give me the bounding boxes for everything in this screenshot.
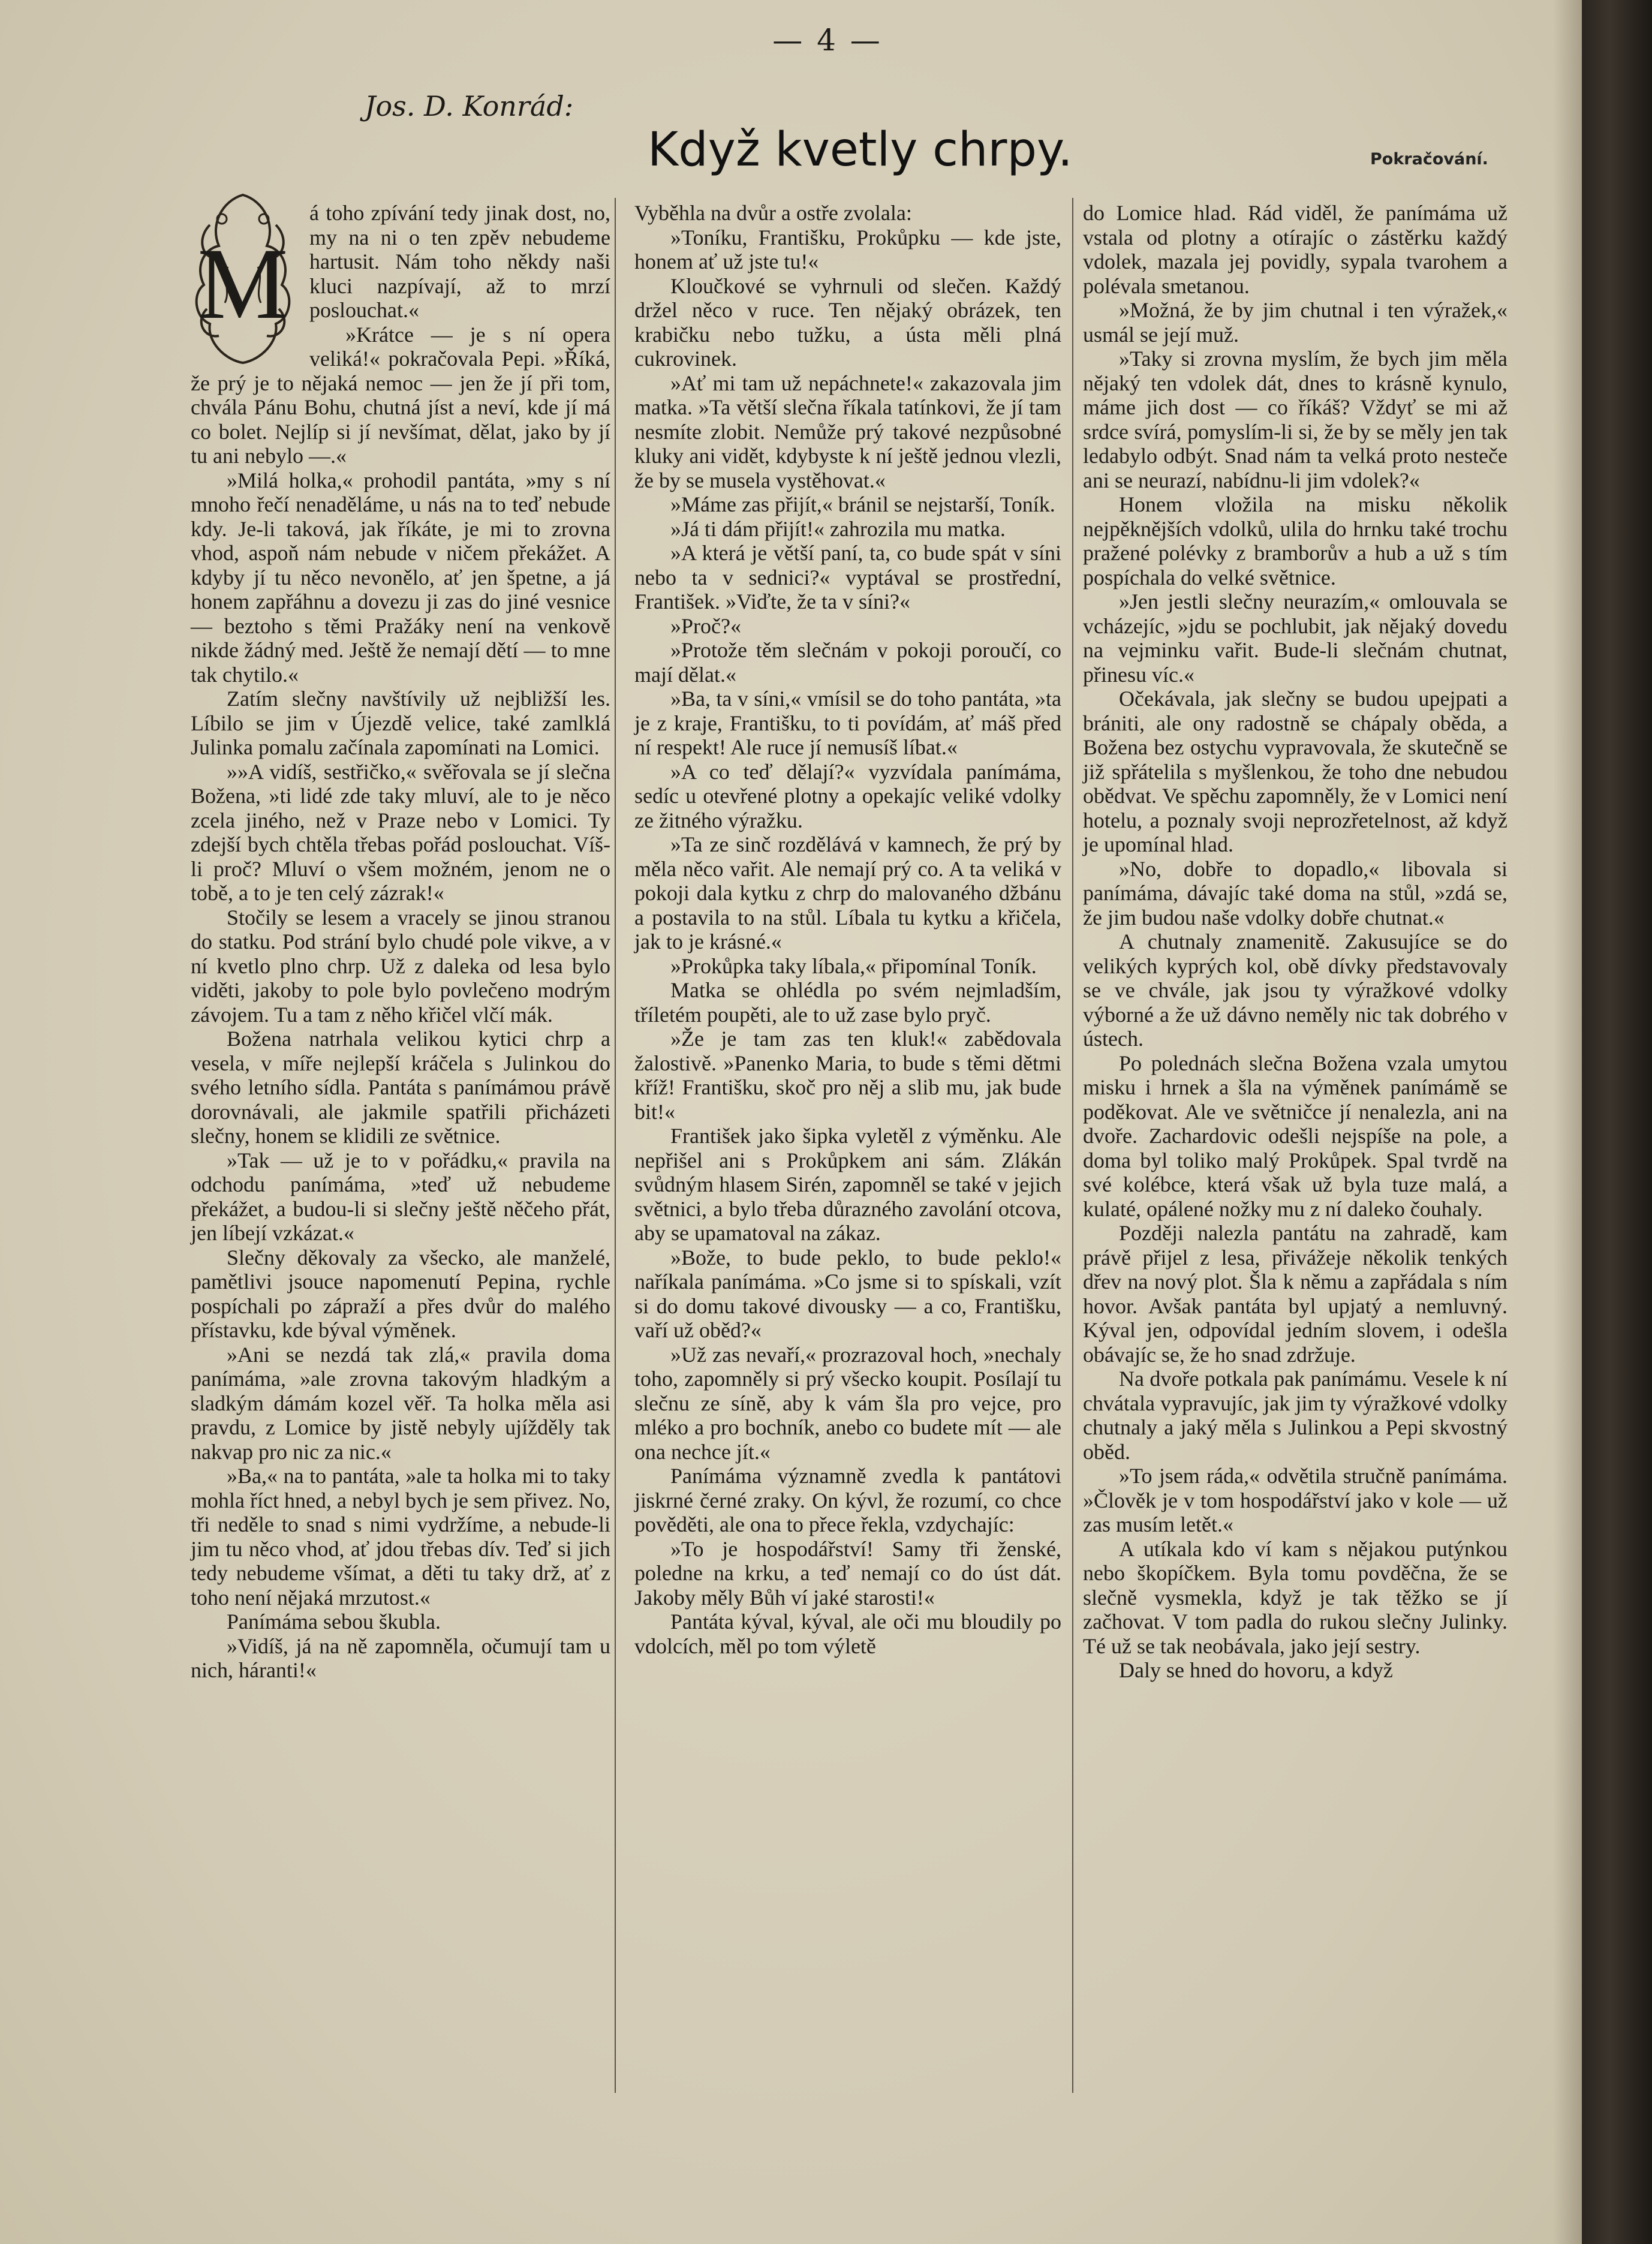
paragraph: »Protože těm slečnám v pokoji poroučí, co mají dělat.« [634,638,1061,687]
paragraph: á toho zpívání tedy jinak dost, no, my na ni o ten zpěv nebudeme hartusit. Nám toho někdy naši kluci nazpívají, až to mrzí poslouchat.« [309,201,610,322]
paragraph: »Vidíš, já na ně zapomněla, očumují tam u nich, háranti!« [191,1634,610,1682]
paragraph: Matka se ohlédla po svém nejmladším, tříletém poupěti, ale to už zase bylo pryč. [634,978,1061,1027]
paragraph: »Prokůpka taky líbala,« připomínal Toník. [670,953,1037,978]
page-number: — 4 — [772,23,883,58]
paragraph: »To je hospodářství! Samy tři ženské, poledne na krku, a teď nemají co do úst dát. Jakoby měly Bůh ví jaké starosti!« [634,1536,1061,1610]
paragraph: »Jen jestli slečny neurazím,« omlouvala se vcházejíc, »jdu se pochlubit, jak nějaký dovedu na vejminku vařit. Bude-li slečnám chutnat, přinesu víc.« [1083,589,1507,687]
continued-label: Pokračování. [1370,150,1488,169]
paragraph: »Už zas nevaří,« prozrazoval hoch, »nechaly toho, zapomněly si prý všecko koupit. Posílají tu slečnu ze síně, aby k vám šla pro vejce, pro mléko a pro bochník, anebo co budete mít — ale ona nechce jít.« [634,1342,1061,1464]
paragraph: A utíkala kdo ví kam s nějakou putýnkou nebo škopíčkem. Byla tomu povděčna, že se slečně vysmekla, když je tak těžko se jí začhovat. V tom padla do rukou slečny Julinky. Té už se tak neobávala, jako její sestry. [1083,1536,1507,1658]
paragraph: »A co teď dělají?« vyzvídala panímáma, sedíc u otevřené plotny a opekajíc veliké vdolky ze žitného výražku. [634,759,1061,832]
paragraph: »»A vidíš, sestřičko,« svěřovala se jí slečna Božena, »ti lidé zde taky mluví, ale to je něco zcela jiného, než v Praze nebo v Lomici. Ty zdejší bych chtěla třebas pořád poslouchat. Víš-li proč? Mluví o všem možném, jenom ne o tobě, a to je ten celý zázrak!« [191,759,610,905]
paragraph: »Ba,« na to pantáta, »ale ta holka mi to taky mohla říct hned, a nebyl bych je sem přivez. No, tři neděle to snad s nimi vydržíme, a nebude-li jim tu něco vhod, ať jdou třebas dív. Teď si jich tedy nebudeme všímat, a děti tu taky drž, ať z toho není nějaká mrzutost.« [191,1464,610,1610]
text-column-3 [1083,201,1507,1683]
column-divider [1072,198,1073,2093]
column-1-body [191,201,610,1683]
paragraph: »To jsem ráda,« odvětila stručně panímáma. »Člověk je v tom hospodářství jako v kole — už zas musím letět.« [1083,1464,1507,1536]
paragraph: Vyběhla na dvůr a ostře zvolala: [634,201,912,225]
dropcap-letter: M [197,227,288,340]
binding-strip [1582,0,1652,2244]
story-title: Když kvetly chrpy. [648,123,1073,177]
page-fold-shadow [1553,0,1582,2244]
paragraph: Kloučkové se vyhrnuli od slečen. Každý držel něco v ruce. Ten nějaký obrázek, ten krabičku nebo tužku, a ústa měli plná cukrovinek. [634,273,1061,371]
paragraph: Na dvoře potkala pak panímámu. Vesele k ní chvátala vypravujíc, jak jim ty výražkové vdolky chutnaly a jaký měla s Julinkou a Pepi skvostný oběd. [1083,1367,1507,1464]
ornamental-dropcap-graphic [186,189,300,369]
paragraph: »Ba, ta v síni,« vmísil se do toho pantáta, »ta je z kraje, Františku, to ti povídám, ať máš před ní respekt! Ale ruce jí nemusíš líbat.« [634,687,1061,759]
ornamental-dropcap [186,189,300,369]
column-divider [615,198,616,2093]
paragraph: Zatím slečny navštívily už nejbližší les. Líbilo se jim v Újezdě velice, také zamlklá Julinka pomalu začínala zapomínati na Lomici. [191,687,610,759]
paragraph: »Ta ze sinč rozdělává v kamnech, že prý by měla něco vařit. Ale nemají prý co. A ta veliká v pokoji dala kytku z chrp do malovaného džbánu a postavila to na stůl. Líbala tu kytku a křičela, jak to je krásné.« [634,832,1061,953]
paragraph: »Já ti dám přijít!« zahrozila mu matka. [670,516,1006,541]
author-byline: Jos. D. Konrád: [365,90,574,122]
paragraph: »Ani se nezdá tak zlá,« pravila doma panímáma, »ale zrovna takovým hladkým a sladkým dámám kozel věř. Ta holka měla asi pravdu, z Lomice by jistě nebyly ujížděly tak nakvap pro nic za nic.« [191,1342,610,1464]
paragraph: Panímáma významně zvedla k pantátovi jiskrné černé zraky. On kývl, že rozumí, co chce pověděti, ale ona to přece řekla, vzdychajíc: [634,1464,1061,1536]
paragraph: »Máme zas přijít,« bránil se nejstarší, Toník. [670,492,1055,516]
column-2-body [634,201,1061,1658]
paragraph: Pantáta kýval, kýval, ale oči mu bloudily po vdolcích, měl po tom výletě [634,1610,1061,1658]
paragraph: »Krátce — je s ní opera veliká!« pokračovala Pepi. »Říká, že prý je to nějaká nemoc — jen že jí při tom, chvála Pánu Bohu, chutná jíst a neví, kde jí má co bolet. Nejlíp si jí nevšímat, dělat, jako by jí tu ani nebylo —.« [191,322,610,468]
paragraph: Božena natrhala velikou kytici chrp a vesela, v míře nejlepší kráčela s Julinkou do svého letního sídla. Pantáta s panímámou právě dorovnávali, ale jakmile spatřili přicházeti slečny, honem se klidili ze světnice. [191,1027,610,1148]
paragraph: »Bože, to bude peklo, to bude peklo!« naříkala panímáma. »Co jsme si to spískali, vzít si do domu takové divousky — a co, Františku, vaří už oběd?« [634,1245,1061,1342]
paragraph: »Milá holka,« prohodil pantáta, »my s ní mnoho řečí nenaděláme, u nás na to teď nebude kdy. Je-li taková, jak říkáte, je mi to zrovna vhod, aspoň nám nebude v ničem překážet. A kdyby jí tu něco nevonělo, ať jen špetne, a já honem zapřáhnu a dovezu ji zas do jiné vesnice — beztoho s těmi Pražáky není na venkově nikde žádný med. Ještě že nemají dětí — to mne tak chytilo.« [191,468,610,687]
paragraph: Očekávala, jak slečny se budou upejpati a brániti, ale ony radostně se chápaly oběda, a Božena bez ostychu vypravovala, že skutečně se již spřátelila s myšlenkou, že toho dne nebudou obědvat. Ve spěchu zapomněly, že v Lomici není hotelu, a poznaly svoji neprozřetelnost, až když je upomínal hlad. [1083,687,1507,856]
paragraph: »A která je větší paní, ta, co bude spát v síni nebo ta v sednici?« vyptával se prostřední, František. »Viďte, že ta v síni?« [634,541,1061,613]
column-3-body [1083,201,1507,1683]
paragraph: »Proč?« [670,613,741,638]
paragraph: do Lomice hlad. Rád viděl, že panímáma už vstala od plotny a otírajíc o zástěrku každý vdolek, mazala jej povidly, sypala tvarohem a polévala smetanou. [1083,201,1507,298]
text-column-2 [634,201,1061,1658]
paragraph: Daly se hned do hovoru, a když [1119,1658,1393,1682]
paragraph: František jako šipka vyletěl z výměnku. Ale nepřišel ani s Prokůpkem ani sám. Zlákán svůdným hlasem Sirén, zapomněl se také v jejich světnici, a bylo třeba důrazného zavolání otcova, aby se upamatoval na zákaz. [634,1124,1061,1245]
paragraph: Stočily se lesem a vracely se jinou stranou do statku. Pod strání bylo chudé pole vikve, a v ní kvetlo plno chrp. Už z daleka od lesa bylo viděti, jakoby to pole bylo povlečeno modrým závojem. Tu a tam z něho křičel vlčí mák. [191,905,610,1027]
paragraph: Po polednách slečna Božena vzala umytou misku i hrnek a šla na výměnek panímámě se poděkovat. Ale ve světničce jí nenalezla, ani na dvoře. Zachardovic odešli nejspíše na pole, a doma byl toliko malý Prokůpek. Spal tvrdě na své kolébce, která však už byla tuze malá, a kulaté, opálené nožky mu z ní daleko čouhaly. [1083,1051,1507,1221]
paragraph: Slečny děkovaly za všecko, ale manželé, pamětlivi jsouce napomenutí Pepina, rychle pospíchali po zápraží a přes dvůr do malého přístavku, kde býval výměnek. [191,1245,610,1342]
paragraph: »Taky si zrovna myslím, že bych jim měla nějaký ten vdolek dát, dnes to krásně kynulo, máme jich dost — co říkáš? Vždyť se mi až srdce svírá, pomyslím-li si, že by se měly jen tak ledabylo odbýt. Snad nám ta velká proto nesteče ani se neurazí, nabídnu-li jim vdolek?« [1083,347,1507,492]
paragraph: »Možná, že by jim chutnal i ten výražek,« usmál se její muž. [1083,298,1507,347]
paragraph: »Že je tam zas ten kluk!« zabědovala žalostivě. »Panenko Maria, to bude s těmi dětmi kříž! Františku, skoč pro něj a slib mu, jak bude bit!« [634,1027,1061,1124]
paragraph: »Toníku, Františku, Prokůpku — kde jste, honem ať už jste tu!« [634,225,1061,273]
paragraph: »Ať mi tam už nepáchnete!« zakazovala jim matka. »Ta větší slečna říkala tatínkovi, že jí tam nesmíte zlobit. Nemůže prý takové nezpůsobné kluky ani vidět, kdybyste k ní ještě jednou vlezli, že by se musela vystěhovat.« [634,371,1061,492]
paragraph: A chutnaly znamenitě. Zakusujíce se do velikých kyprých kol, obě dívky představovaly se ve chvále, jak jsou ty výražkové vdolky výborné a že už dávno neměly nic tak dobrého v ústech. [1083,930,1507,1051]
paragraph: Honem vložila na misku několik nejpěknějších vdolků, ulila do hrnku také trochu pražené polévky z bramborův a hub a už s tím pospíchala do velké světnice. [1083,492,1507,589]
paragraph: Později nalezla pantátu na zahradě, kam právě přijel z lesa, přivážeje několik tenkých dřev na nový plot. Šla k němu a zapřádala s ním hovor. Avšak pantáta byl upjatý a nemluvný. Kýval jen, odpovídal jedním slovem, i odešla obávajíc se, že ho snad zdržuje. [1083,1221,1507,1367]
paragraph: »No, dobře to dopadlo,« libovala si panímáma, dávajíc také doma na stůl, »zdá se, že jim budou naše vdolky dobře chutnat.« [1083,856,1507,930]
paragraph: »Tak — už je to v pořádku,« pravila na odchodu panímáma, »teď už nebudeme překážet, a budou-li si slečny ještě něčeho přát, jen líbejí vzkázat.« [191,1148,610,1245]
text-column-1 [191,201,610,1683]
paragraph: Panímáma sebou škubla. [227,1610,441,1634]
